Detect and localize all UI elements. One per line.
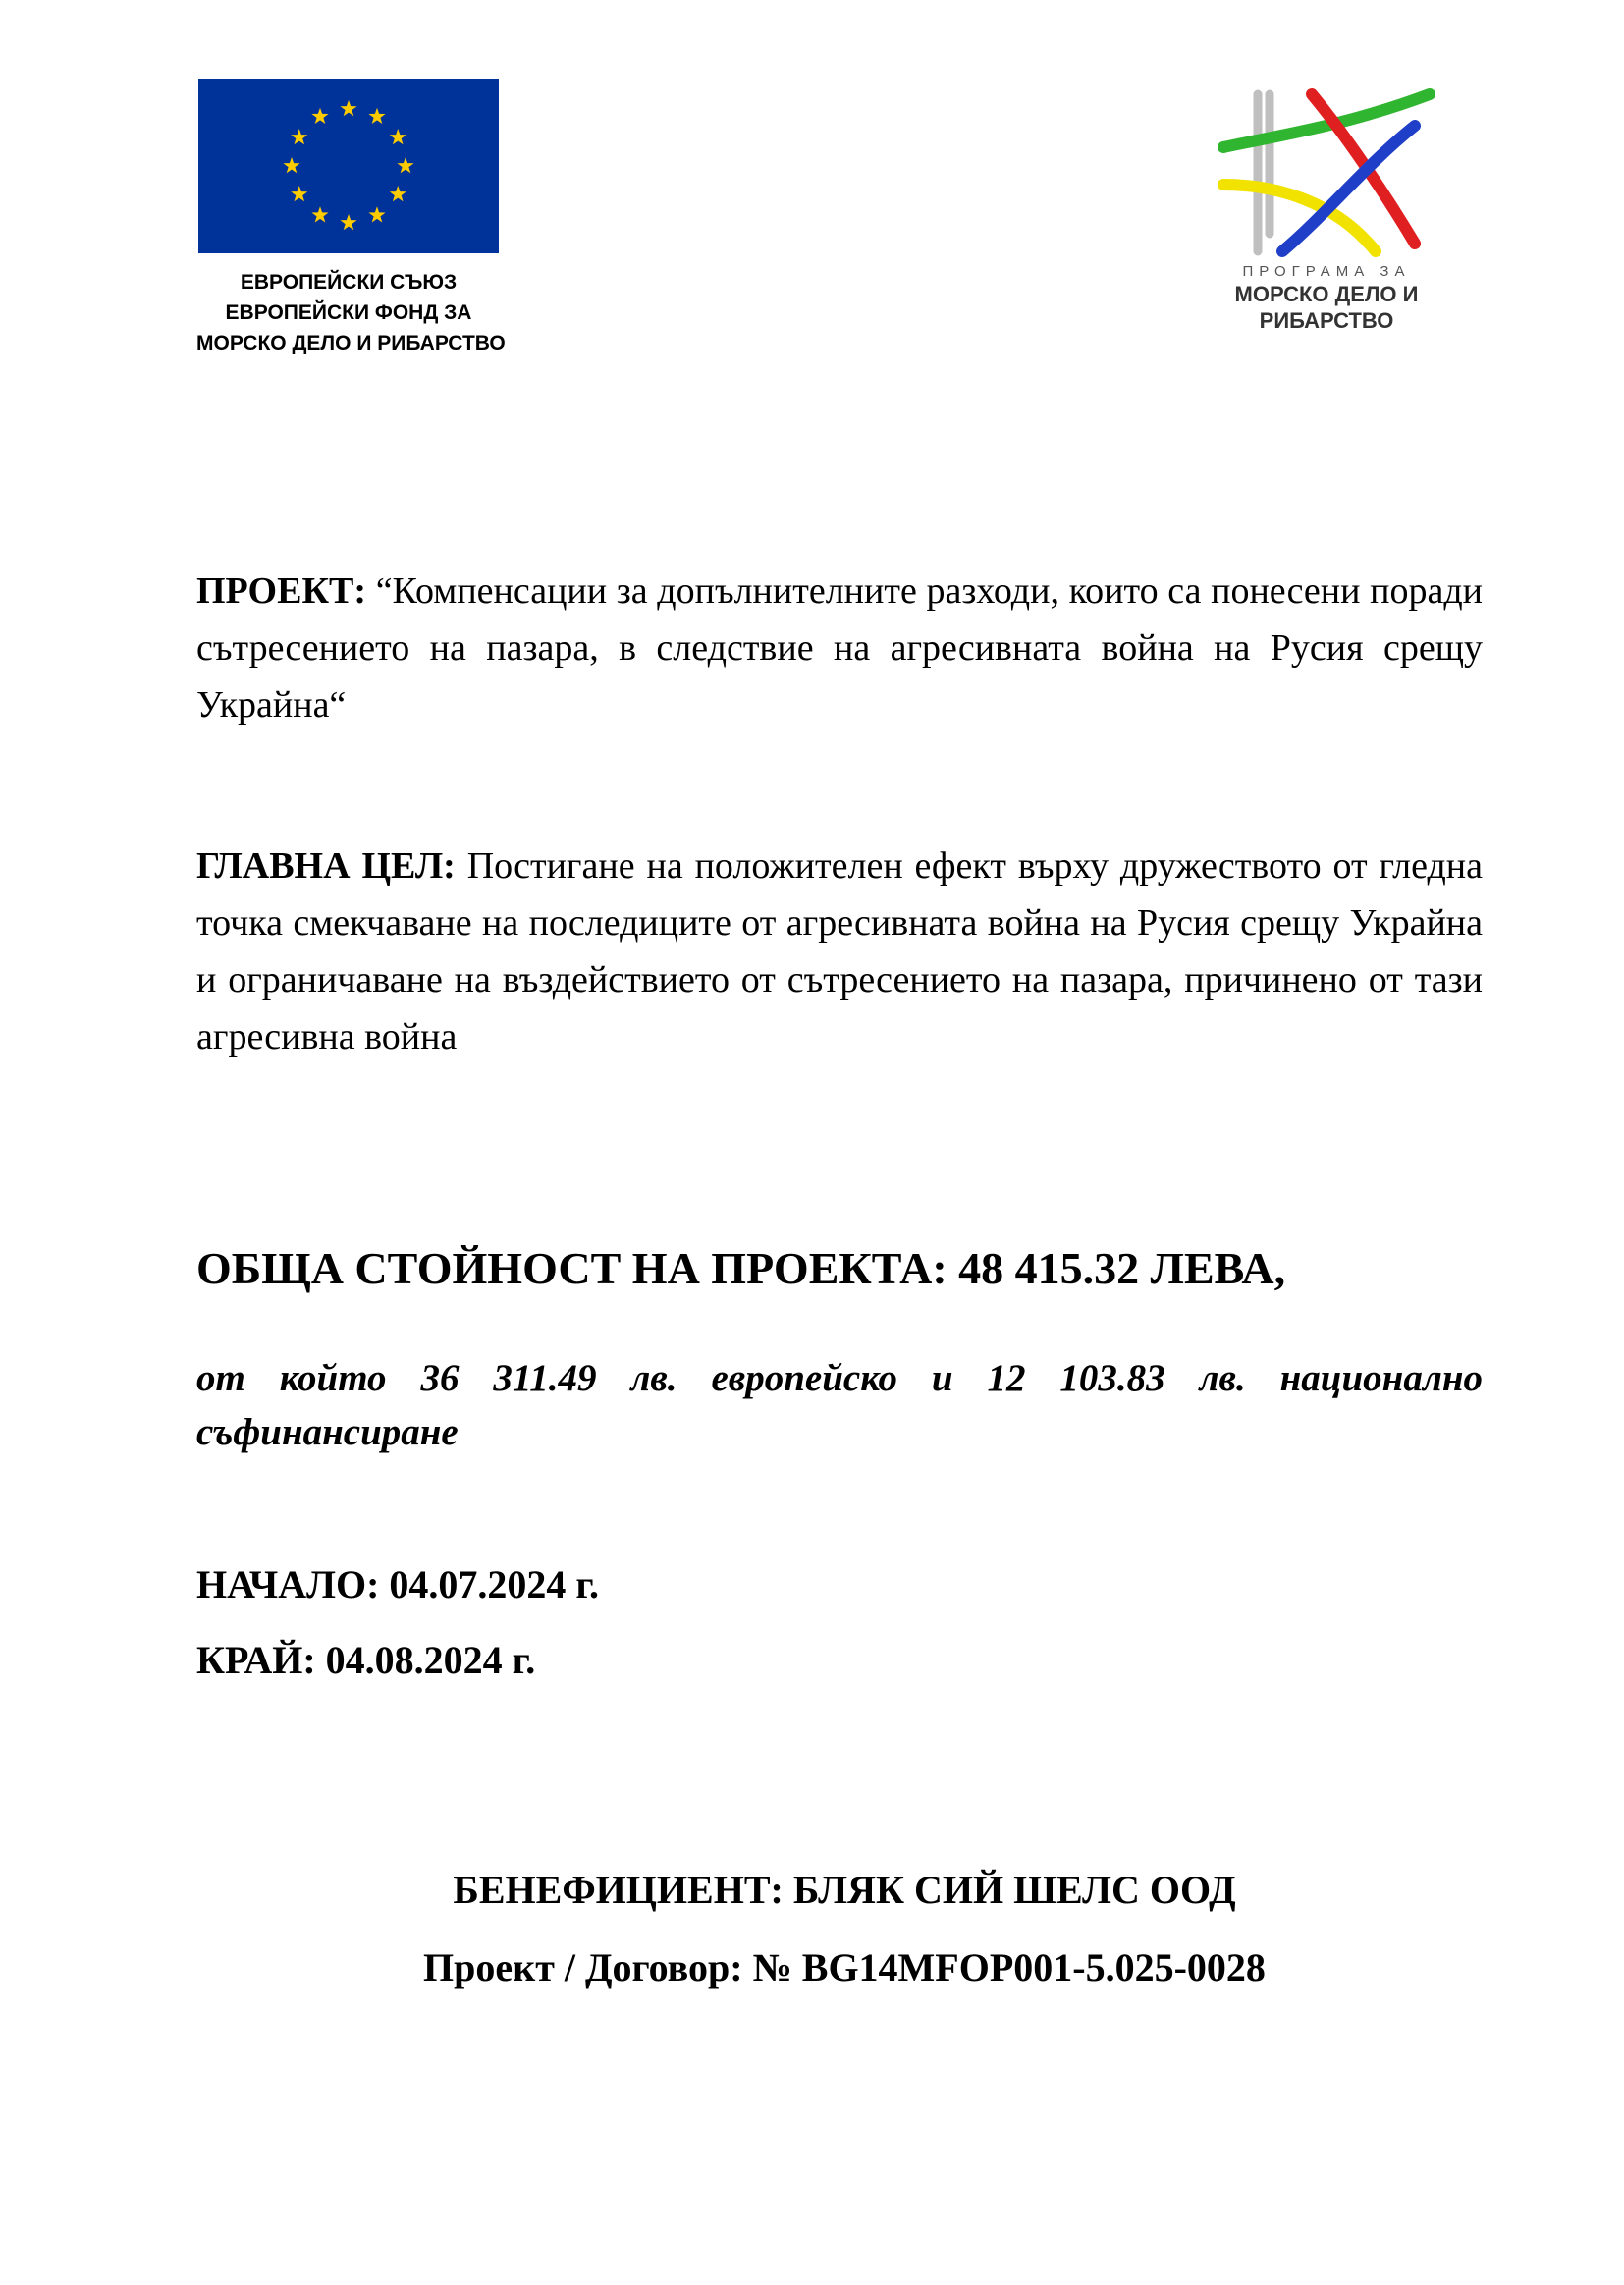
start-label: НАЧАЛО: xyxy=(196,1562,380,1606)
eu-flag-icon xyxy=(198,79,499,253)
beneficiary-label: БЕНЕФИЦИЕНТ: xyxy=(453,1868,784,1912)
contract-line xyxy=(0,1940,1624,1995)
eu-caption-line-1: ЕВРОПЕЙСКИ СЪЮЗ xyxy=(240,271,458,294)
project-label: ПРОЕКТ: xyxy=(196,571,367,612)
program-caption-line-3: РИБАРСТВО xyxy=(1259,308,1394,333)
program-ribbon-icon xyxy=(1218,86,1435,261)
contract-value: № BG14MFOP001-5.025-0028 xyxy=(752,1945,1266,1989)
contract-label: Проект / Договор: xyxy=(423,1945,743,1989)
total-value-line xyxy=(196,1239,1483,1298)
project-text: “Компенсации за допълнителните разходи, които са понесени поради сътресението на пазара, в следствие на агресивната война на Русия срещу Украйна“ xyxy=(196,571,1484,726)
cofinancing-text: от който 36 311.49 лв. европейско и 12 103.83 лв. национално съфинансиране xyxy=(196,1357,1483,1453)
program-caption-line-2: МОРСКО ДЕЛО И xyxy=(1234,282,1419,306)
beneficiary-line xyxy=(0,1863,1624,1918)
eu-logo xyxy=(196,79,506,358)
goal-paragraph xyxy=(196,838,1483,1065)
program-caption-line-1: ПРОГРАМА ЗА xyxy=(1242,263,1411,280)
eu-caption-line-3: МОРСКО ДЕЛО И РИБАРСТВО xyxy=(196,332,506,354)
beneficiary-value: БЛЯК СИЙ ШЕЛС ООД xyxy=(792,1868,1236,1912)
program-caption xyxy=(1214,263,1439,334)
start-date-line xyxy=(196,1557,599,1612)
program-logo xyxy=(1214,86,1439,334)
eu-caption-line-2: ЕВРОПЕЙСКИ ФОНД ЗА xyxy=(225,301,472,324)
total-label: ОБЩА СТОЙНОСТ НА ПРОЕКТА: xyxy=(196,1243,947,1293)
total-value: 48 415.32 ЛЕВА, xyxy=(958,1243,1286,1293)
goal-label: ГЛАВНА ЦЕЛ: xyxy=(196,845,456,887)
goal-text: Постигане на положителен ефект върху дружеството от гледна точка смекчаване на последиците от агресивната война на Русия срещу Украйна и ограничаване на въздействието от сътресението на пазара, причинено от тази агресивна война xyxy=(196,845,1484,1058)
start-value: 04.07.2024 г. xyxy=(389,1562,600,1606)
end-date-line xyxy=(196,1633,535,1688)
end-value: 04.08.2024 г. xyxy=(325,1638,536,1682)
eu-caption xyxy=(196,267,506,358)
end-label: КРАЙ: xyxy=(196,1638,316,1682)
project-paragraph xyxy=(196,563,1483,734)
